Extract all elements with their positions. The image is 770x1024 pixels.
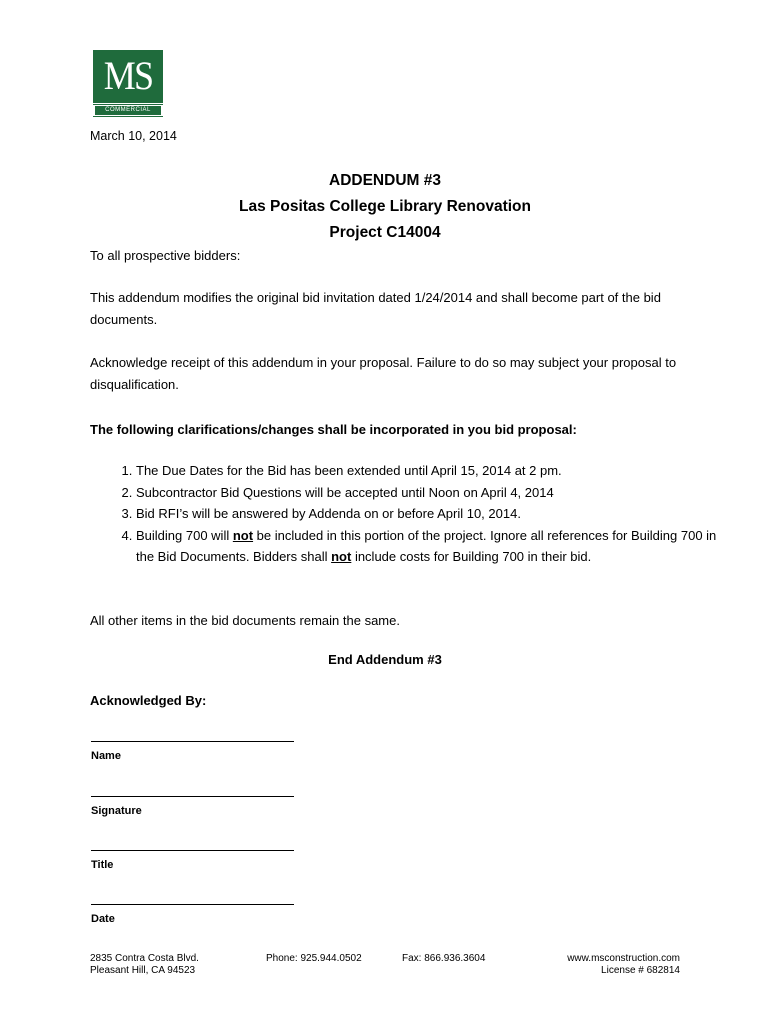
title-label: Title bbox=[91, 859, 114, 871]
footer-fax: Fax: 866.936.3604 bbox=[402, 953, 486, 964]
name-line bbox=[91, 741, 294, 742]
acknowledged-by-heading: Acknowledged By: bbox=[90, 693, 207, 708]
list-item-text: Building 700 will bbox=[136, 527, 233, 543]
list-item-text: Subcontractor Bid Questions will be accepted until Noon on April 4, 2014 bbox=[136, 484, 554, 500]
logo-text: MS bbox=[103, 53, 153, 98]
paragraph-acknowledge: Acknowledge receipt of this addendum in your proposal. Failure to do so may subject your proposal to disqualification. bbox=[90, 355, 677, 392]
list-item bbox=[136, 525, 731, 568]
salutation: To all prospective bidders: bbox=[90, 248, 241, 263]
clarifications-heading: The following clarifications/changes shall be incorporated in you bid proposal: bbox=[90, 422, 577, 437]
list-item bbox=[136, 460, 731, 482]
address-line-2: Pleasant Hill, CA 94523 bbox=[90, 965, 196, 976]
company-logo bbox=[93, 50, 163, 118]
list-item-text: include costs for Building 700 in their bid. bbox=[351, 549, 592, 564]
signature-line bbox=[91, 796, 294, 797]
title-line-3: Project C14004 bbox=[329, 224, 441, 241]
logo-subtitle: COMMERCIAL bbox=[95, 106, 161, 115]
list-item-text: Bid RFI’s will be answered by Addenda on or before April 10, 2014. bbox=[136, 506, 521, 521]
closing-paragraph: All other items in the bid documents remain the same. bbox=[90, 613, 400, 628]
list-item bbox=[136, 503, 731, 525]
footer-address bbox=[90, 953, 199, 977]
emphasis-not: not bbox=[331, 549, 352, 564]
end-addendum: End Addendum #3 bbox=[328, 652, 442, 667]
signature-label: Signature bbox=[91, 805, 142, 817]
name-label: Name bbox=[91, 750, 121, 762]
date-line bbox=[91, 904, 294, 905]
logo-rule bbox=[93, 116, 163, 117]
date-label: Date bbox=[91, 913, 115, 925]
logo-mark bbox=[93, 50, 163, 103]
list-item bbox=[136, 482, 731, 504]
title-line-2: Las Positas College Library Renovation bbox=[239, 198, 531, 215]
address-line-1: 2835 Contra Costa Blvd. bbox=[90, 953, 199, 964]
document-title bbox=[0, 168, 770, 246]
license-number: License # 682814 bbox=[601, 965, 680, 976]
website: www.msconstruction.com bbox=[567, 953, 680, 964]
title-line bbox=[91, 850, 294, 851]
clarifications-list bbox=[90, 460, 731, 568]
list-item-text: be included in this portion of the project. Ignore all references for Building 700 in the Bid Documents. Bidders shall bbox=[136, 527, 717, 564]
list-item-text: The Due Dates for the Bid has been extended until April 15, 2014 at 2 pm. bbox=[136, 463, 562, 478]
emphasis-not: not bbox=[232, 527, 254, 543]
footer-phone: Phone: 925.944.0502 bbox=[266, 953, 362, 964]
footer-web-license bbox=[567, 953, 680, 977]
logo-rule bbox=[93, 104, 163, 105]
paragraph-intro: This addendum modifies the original bid invitation dated 1/24/2014 and shall become part of the bid documents. bbox=[90, 290, 661, 327]
letter-date: March 10, 2014 bbox=[90, 129, 177, 143]
title-line-1: ADDENDUM #3 bbox=[329, 172, 441, 189]
